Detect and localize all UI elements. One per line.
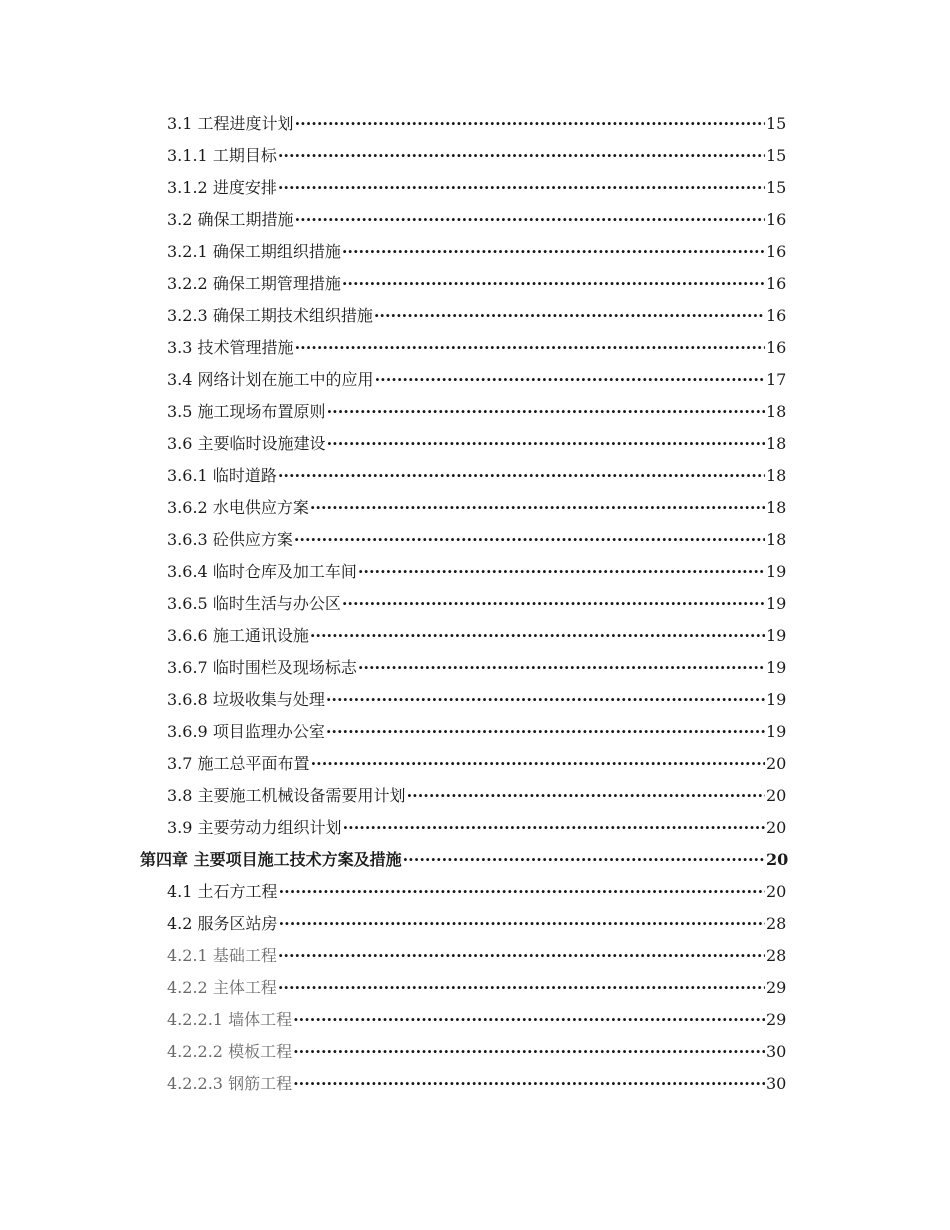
toc-leader-dots — [295, 332, 765, 364]
toc-page-number: 18 — [766, 530, 787, 549]
toc-entry-number: 3.7 — [167, 754, 193, 773]
toc-entry[interactable] — [0, 1068, 950, 1100]
toc-page-number: 19 — [766, 562, 787, 581]
toc-page-number: 19 — [766, 594, 787, 613]
toc-entry-number: 3.3 — [167, 338, 193, 357]
toc-entry[interactable] — [0, 940, 950, 972]
table-of-contents — [0, 108, 950, 1100]
toc-page-number: 15 — [766, 178, 787, 197]
toc-page-number: 30 — [766, 1042, 787, 1061]
toc-entry[interactable] — [0, 1036, 950, 1068]
toc-entry[interactable] — [0, 332, 950, 364]
toc-entry[interactable] — [0, 620, 950, 652]
toc-page-number: 16 — [766, 274, 787, 293]
toc-leader-dots — [278, 140, 765, 172]
toc-leader-dots — [294, 524, 765, 556]
toc-page-number: 17 — [766, 370, 787, 389]
toc-entry[interactable] — [0, 876, 950, 908]
toc-leader-dots — [326, 684, 765, 716]
toc-page-number: 19 — [766, 626, 787, 645]
toc-entry-title: 确保工期技术组织措施 — [212, 306, 373, 325]
toc-leader-dots — [278, 172, 765, 204]
toc-leader-dots — [342, 588, 765, 620]
toc-entry-number: 4.2 — [167, 914, 193, 933]
toc-leader-dots — [279, 908, 765, 940]
toc-leader-dots — [407, 780, 765, 812]
toc-entry-title: 施工总平面布置 — [197, 754, 310, 773]
toc-entry[interactable] — [0, 140, 950, 172]
toc-entry-title: 主要临时设施建设 — [197, 434, 326, 453]
toc-entry[interactable] — [0, 236, 950, 268]
toc-leader-dots — [278, 940, 765, 972]
toc-entry[interactable] — [0, 300, 950, 332]
toc-entry-title: 土石方工程 — [197, 882, 278, 901]
toc-entry[interactable] — [0, 780, 950, 812]
toc-entry-title: 钢筋工程 — [228, 1074, 293, 1093]
toc-entry-number: 3.1 — [167, 114, 193, 133]
toc-entry-title: 临时生活与办公区 — [212, 594, 341, 613]
toc-page-number: 30 — [766, 1074, 787, 1093]
toc-entry-number: 4.2.2 — [167, 978, 208, 997]
toc-entry-number: 3.2.3 — [167, 306, 208, 325]
toc-page-number: 20 — [766, 882, 787, 901]
toc-leader-dots — [293, 1004, 765, 1036]
toc-entry[interactable] — [0, 204, 950, 236]
toc-leader-dots — [295, 204, 765, 236]
toc-entry-title: 确保工期措施 — [197, 210, 294, 229]
toc-page-number: 29 — [766, 1010, 787, 1029]
toc-entry[interactable] — [0, 172, 950, 204]
toc-page-number: 18 — [766, 434, 787, 453]
toc-leader-dots — [374, 300, 765, 332]
toc-entry-number: 3.1.1 — [167, 146, 208, 165]
toc-leader-dots — [293, 1036, 765, 1068]
toc-entry-title: 水电供应方案 — [212, 498, 309, 517]
toc-entry-title: 临时仓库及加工车间 — [212, 562, 357, 581]
toc-page-number: 18 — [766, 498, 787, 517]
toc-entry-title: 墙体工程 — [228, 1010, 293, 1029]
toc-entry-title: 工程进度计划 — [197, 114, 294, 133]
toc-chapter-entry[interactable] — [0, 844, 950, 876]
toc-page-number: 19 — [766, 722, 787, 741]
toc-entry-title: 施工现场布置原则 — [197, 402, 326, 421]
toc-leader-dots — [358, 556, 765, 588]
toc-leader-dots — [327, 396, 765, 428]
toc-entry-number: 3.6.7 — [167, 658, 208, 677]
toc-entry[interactable] — [0, 684, 950, 716]
toc-page-number: 15 — [766, 146, 787, 165]
toc-leader-dots — [343, 812, 765, 844]
toc-entry[interactable] — [0, 812, 950, 844]
toc-entry[interactable] — [0, 428, 950, 460]
toc-entry[interactable] — [0, 556, 950, 588]
toc-page-number: 29 — [766, 978, 787, 997]
toc-entry[interactable] — [0, 524, 950, 556]
toc-entry[interactable] — [0, 396, 950, 428]
toc-leader-dots — [342, 236, 765, 268]
toc-entry-number: 3.4 — [167, 370, 193, 389]
toc-entry-title: 项目监理办公室 — [212, 722, 325, 741]
toc-entry-title: 基础工程 — [212, 946, 277, 965]
toc-page-number: 15 — [766, 114, 787, 133]
toc-page-number: 18 — [766, 466, 787, 485]
toc-page-number: 19 — [766, 690, 787, 709]
toc-entry-title: 主要劳动力组织计划 — [197, 818, 342, 837]
toc-entry[interactable] — [0, 108, 950, 140]
toc-entry-number: 3.6.6 — [167, 626, 208, 645]
toc-leader-dots — [310, 492, 765, 524]
toc-entry-number: 4.2.2.1 — [167, 1010, 223, 1029]
toc-entry-number: 3.1.2 — [167, 178, 208, 197]
toc-page-number: 16 — [766, 306, 787, 325]
toc-entry[interactable] — [0, 652, 950, 684]
toc-entry-number: 3.6.1 — [167, 466, 208, 485]
toc-entry-title: 确保工期管理措施 — [212, 274, 341, 293]
toc-page-number: 28 — [766, 914, 787, 933]
toc-entry-number: 3.6 — [167, 434, 193, 453]
toc-entry-title: 主要项目施工技术方案及措施 — [193, 850, 402, 869]
toc-entry[interactable] — [0, 908, 950, 940]
toc-entry-number: 3.6.4 — [167, 562, 208, 581]
toc-entry-title: 垃圾收集与处理 — [212, 690, 325, 709]
toc-entry[interactable] — [0, 492, 950, 524]
toc-entry-title: 主要施工机械设备需要用计划 — [197, 786, 406, 805]
toc-entry-number: 3.6.8 — [167, 690, 208, 709]
toc-leader-dots — [403, 844, 765, 876]
toc-entry-title: 临时围栏及现场标志 — [212, 658, 357, 677]
toc-entry[interactable] — [0, 1004, 950, 1036]
toc-entry-title: 网络计划在施工中的应用 — [197, 370, 374, 389]
toc-entry-number: 3.5 — [167, 402, 193, 421]
toc-entry[interactable] — [0, 460, 950, 492]
toc-leader-dots — [375, 364, 765, 396]
toc-entry-number: 3.2 — [167, 210, 193, 229]
toc-entry-number: 4.2.2.2 — [167, 1042, 223, 1061]
toc-entry-number: 3.6.3 — [167, 530, 208, 549]
toc-page-number: 20 — [766, 818, 787, 837]
toc-entry-title: 技术管理措施 — [197, 338, 294, 357]
toc-entry-number: 4.2.1 — [167, 946, 208, 965]
toc-entry-title: 主体工程 — [212, 978, 277, 997]
toc-entry[interactable] — [0, 972, 950, 1004]
toc-entry-number: 3.2.1 — [167, 242, 208, 261]
toc-entry[interactable] — [0, 364, 950, 396]
toc-entry-title: 模板工程 — [228, 1042, 293, 1061]
toc-leader-dots — [342, 268, 765, 300]
toc-entry-title: 服务区站房 — [197, 914, 278, 933]
toc-page-number: 16 — [766, 242, 787, 261]
toc-entry-number: 3.2.2 — [167, 274, 208, 293]
toc-entry-number: 3.9 — [167, 818, 193, 837]
toc-entry[interactable] — [0, 268, 950, 300]
toc-leader-dots — [326, 716, 765, 748]
toc-entry-number: 3.6.5 — [167, 594, 208, 613]
toc-entry[interactable] — [0, 588, 950, 620]
toc-entry-number: 4.1 — [167, 882, 193, 901]
toc-page-number: 16 — [766, 338, 787, 357]
toc-page-number: 18 — [766, 402, 787, 421]
toc-entry-number: 3.6.2 — [167, 498, 208, 517]
toc-page-number: 20 — [766, 850, 789, 869]
toc-entry[interactable] — [0, 716, 950, 748]
toc-leader-dots — [311, 748, 765, 780]
toc-entry-title: 临时道路 — [212, 466, 277, 485]
toc-leader-dots — [278, 972, 765, 1004]
toc-leader-dots — [327, 428, 765, 460]
toc-entry-number: 第四章 — [140, 850, 189, 869]
toc-leader-dots — [278, 460, 765, 492]
toc-page-number: 16 — [766, 210, 787, 229]
toc-entry-title: 确保工期组织措施 — [212, 242, 341, 261]
toc-leader-dots — [295, 108, 765, 140]
toc-leader-dots — [293, 1068, 765, 1100]
toc-leader-dots — [279, 876, 765, 908]
toc-leader-dots — [358, 652, 765, 684]
toc-entry-title: 砼供应方案 — [212, 530, 293, 549]
toc-page-number: 19 — [766, 658, 787, 677]
toc-entry[interactable] — [0, 748, 950, 780]
toc-entry-number: 3.6.9 — [167, 722, 208, 741]
toc-page-number: 20 — [766, 786, 787, 805]
toc-entry-number: 4.2.2.3 — [167, 1074, 223, 1093]
toc-entry-title: 施工通讯设施 — [212, 626, 309, 645]
toc-entry-number: 3.8 — [167, 786, 193, 805]
toc-entry-title: 工期目标 — [212, 146, 277, 165]
toc-page-number: 20 — [766, 754, 787, 773]
toc-entry-title: 进度安排 — [212, 178, 277, 197]
toc-leader-dots — [310, 620, 765, 652]
toc-page-number: 28 — [766, 946, 787, 965]
